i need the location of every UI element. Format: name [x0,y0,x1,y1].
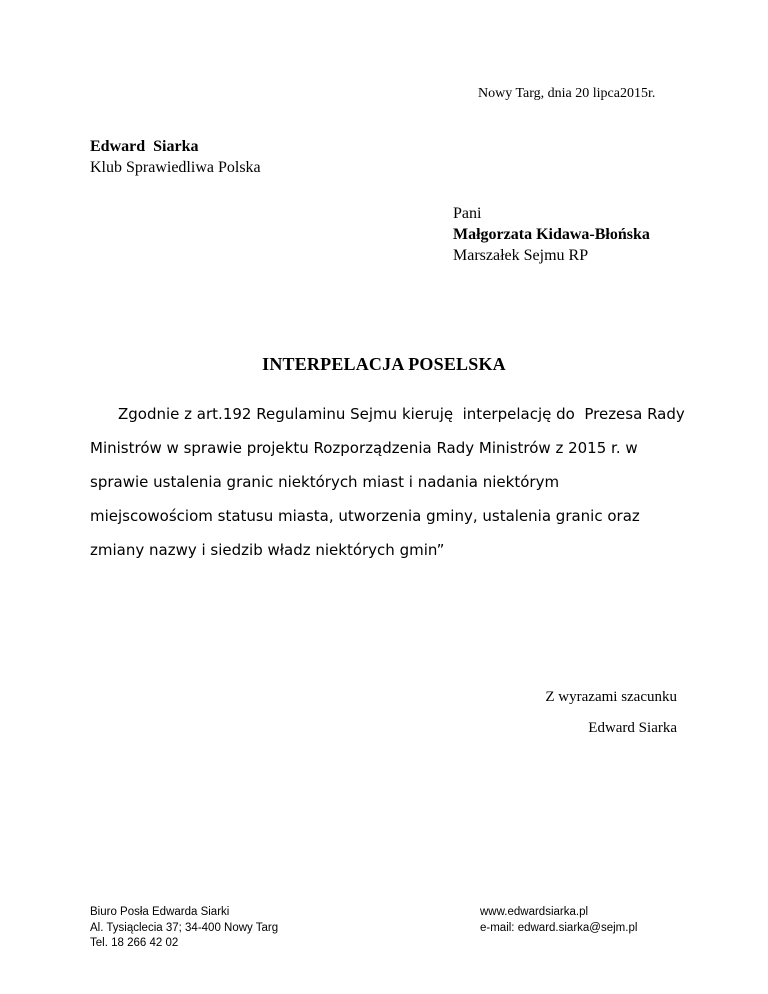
footer-website: www.edwardsiarka.pl [480,906,589,918]
footer-phone: Tel. 18 266 42 02 [90,937,179,949]
footer-address [90,905,278,952]
body-line: Ministrów w sprawie projektu Rozporządzenia Rady Ministrów z 2015 r. w [90,439,638,457]
body-line: miejscowościom statusu miasta, utworzenia gminy, ustalenia granic oraz [90,507,640,525]
recipient-position: Marszałek Sejmu RP [453,247,589,264]
body-line: sprawie ustalenia granic niektórych miast i nadania niektórym [90,473,560,491]
sender-organization: Klub Sprawiedliwa Polska [90,159,261,176]
recipient-name: Małgorzata Kidawa-Błońska [453,226,650,243]
footer-contact [480,905,637,936]
body-line: zmiany nazwy i siedzib władz niektórych gmin” [90,541,445,559]
sender-block [90,136,261,178]
closing-phrase: Z wyrazami szacunku [545,689,677,705]
recipient-salutation: Pani [453,205,482,222]
document-title: INTERPELACJA POSELSKA [262,354,506,374]
footer-office-name: Biuro Posła Edwarda Siarki [90,906,230,918]
sender-name: Edward Siarka [90,138,199,155]
body-paragraph [90,397,690,567]
closing-signature: Edward Siarka [588,720,677,736]
body-line: Zgodnie z art.192 Regulaminu Sejmu kieruję interpelację do Prezesa Rady [118,405,685,423]
footer-email: e-mail: edward.siarka@sejm.pl [480,921,638,934]
recipient-block [453,203,650,266]
footer-street-address: Al. Tysiąclecia 37; 34-400 Nowy Targ [90,921,279,934]
closing-block [545,682,677,744]
date-line: Nowy Targ, dnia 20 lipca2015r. [478,86,656,101]
